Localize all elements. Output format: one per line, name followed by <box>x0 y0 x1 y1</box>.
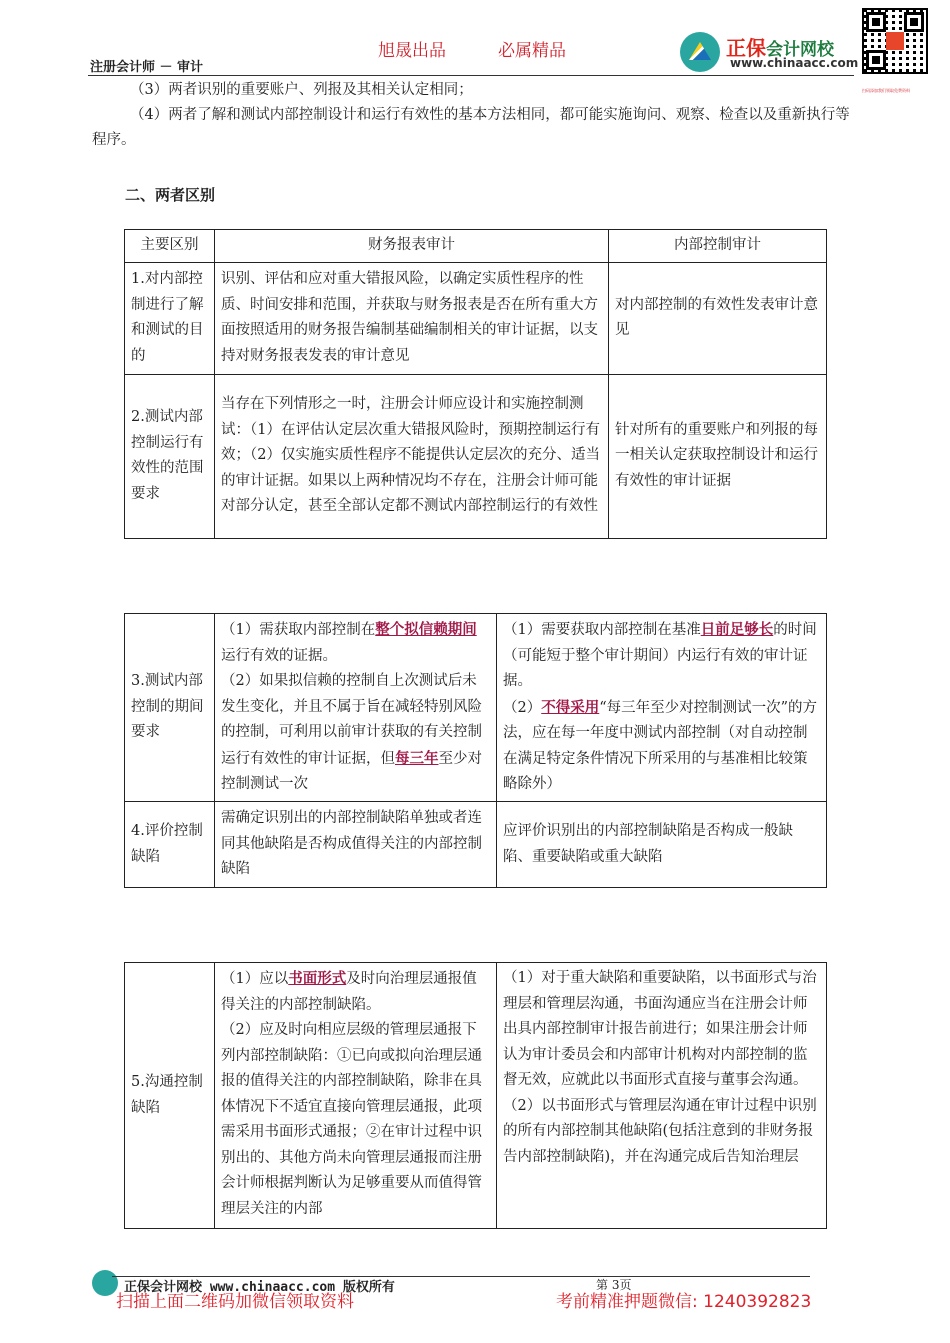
row-key: 4.评价控制缺陷 <box>125 802 215 888</box>
financial-audit-cell: 识别、评估和应对重大错报风险，以确定实质性程序的性质、时间安排和范围，并获取与财务报表是否在所有重大方面按照适用的财务报告编制基础编制相关的审计证据，以支持对财务报表发表的审计意见 <box>215 262 609 374</box>
table-header-cell: 主要区别 <box>125 230 215 263</box>
financial-audit-cell: （1）需获取内部控制在整个拟信赖期间运行有效的证据。 （2）如果拟信赖的控制自上次测试后未发生变化，并且不属于旨在减轻特别风险的控制，可利用以前审计获取的有关控制运行有效性的审计证据，但每三年至少对控制测试一次 <box>215 614 497 802</box>
row-key: 1.对内部控制进行了解和测试的目的 <box>125 262 215 374</box>
row-key: 5.沟通控制缺陷 <box>125 963 215 1229</box>
footer-promo-right: 考前精准押题微信: 1240392823 <box>556 1292 812 1312</box>
qr-caption: 扫码添加我们领取免费资料 <box>862 88 910 93</box>
comparison-table-2 <box>124 613 827 888</box>
header-slogan-right: 必属精品 <box>498 41 566 61</box>
highlight-text: 不得采用 <box>541 698 600 716</box>
highlight-text: 整个拟信赖期间 <box>375 621 477 639</box>
logo-brand: 正保会计网校 <box>726 36 834 60</box>
highlight-text: 日前足够长 <box>700 621 774 639</box>
row-key: 3.测试内部控制的期间要求 <box>125 614 215 802</box>
table-row <box>125 614 827 802</box>
header-divider <box>88 75 854 76</box>
highlight-text: 书面形式 <box>288 970 347 987</box>
footer-copyright: 正保会计网校 www.chinaacc.com 版权所有 <box>124 1280 395 1295</box>
table-header-cell: 内部控制审计 <box>609 230 827 263</box>
chinaacc-logo <box>680 32 859 74</box>
internal-control-cell: 针对所有的重要账户和列报的每一相关认定获取控制设计和运行有效性的审计证据 <box>609 374 827 538</box>
logo-url: www.chinaacc.com <box>730 56 859 70</box>
table-row <box>125 963 827 1229</box>
internal-control-cell: 对内部控制的有效性发表审计意见 <box>609 262 827 374</box>
logo-emblem-icon <box>680 32 720 72</box>
internal-control-cell: 应评价识别出的内部控制缺陷是否构成一般缺陷、重要缺陷或重大缺陷 <box>497 802 827 888</box>
financial-audit-cell: 当存在下列情形之一时，注册会计师应设计和实施控制测试：（1）在评估认定层次重大错报风险时，预期控制运行有效；（2）仅实施实质性程序不能提供认定层次的充分、适当的审计证据。如果以上两种情况均不存在，注册会计师可能对部分认定，甚至全部认定都不测试内部控制运行的有效性 <box>215 374 609 538</box>
table-row <box>125 374 827 538</box>
highlight-text: 每三年 <box>395 749 439 767</box>
financial-audit-cell: 需确定识别出的内部控制缺陷单独或者连同其他缺陷是否构成值得关注的内部控制缺陷 <box>215 802 497 888</box>
table-header-cell: 财务报表审计 <box>215 230 609 263</box>
financial-audit-cell: （1）应以书面形式及时向治理层通报值得关注的内部控制缺陷。 （2）应及时向相应层级的管理层通报下列内部控制缺陷：①已向或拟向治理层通报的值得关注的内部控制缺陷，除非在具体情况下不适宜直接向管理层通报，此项需采用书面形式通报；②在审计过程中识别出的、其他方尚未向管理层通报而注册会计师根据判断认为足够重要从而值得管理层关注的内部 <box>215 963 497 1229</box>
internal-control-cell: （1）需要获取内部控制在基准日前足够长的时间（可能短于整个审计期间）内运行有效的审计证据。 （2）不得采用“每三年至少对控制测试一次”的方法，应在每一年度中测试内部控制（对自动控制在满足特定条件情况下所采用的与基准相比较策略除外） <box>497 614 827 802</box>
page-number: 第 3页 <box>596 1278 632 1292</box>
section-title: 二、两者区别 <box>125 186 216 204</box>
intro-paragraph-4: （4）两者了解和测试内部控制设计和运行有效性的基本方法相同，都可能实施询问、观察、检查以及重新执行等程序。 <box>92 107 850 148</box>
header-subject: 注册会计师 － 审计 <box>90 60 204 75</box>
footer-logo-icon <box>92 1270 118 1296</box>
comparison-table-1 <box>124 229 827 539</box>
footer-promo-left: 扫描上面二维码加微信领取资料 <box>116 1292 354 1312</box>
comparison-table-3 <box>124 962 827 1229</box>
row-key: 2.测试内部控制运行有效性的范围要求 <box>125 374 215 538</box>
qr-code-icon <box>862 8 928 74</box>
table-header-row <box>125 230 827 263</box>
header-slogan-left: 旭晟出品 <box>378 41 446 61</box>
table-row <box>125 802 827 888</box>
internal-control-cell: （1）对于重大缺陷和重要缺陷，以书面形式与治理层和管理层沟通，书面沟通应当在注册会计师出具内部控制审计报告前进行；如果注册会计师认为审计委员会和内部审计机构对内部控制的监督无效，应就此以书面形式直接与董事会沟通。 （2）以书面形式与管理层沟通在审计过程中识别的所有内部控制其他缺陷(包括注意到的非财务报告内部控制缺陷)，并在沟通完成后告知治理层 <box>497 963 827 1229</box>
table-row <box>125 262 827 374</box>
intro-paragraph-3: （3）两者识别的重要账户、列报及其相关认定相同； <box>130 82 473 98</box>
